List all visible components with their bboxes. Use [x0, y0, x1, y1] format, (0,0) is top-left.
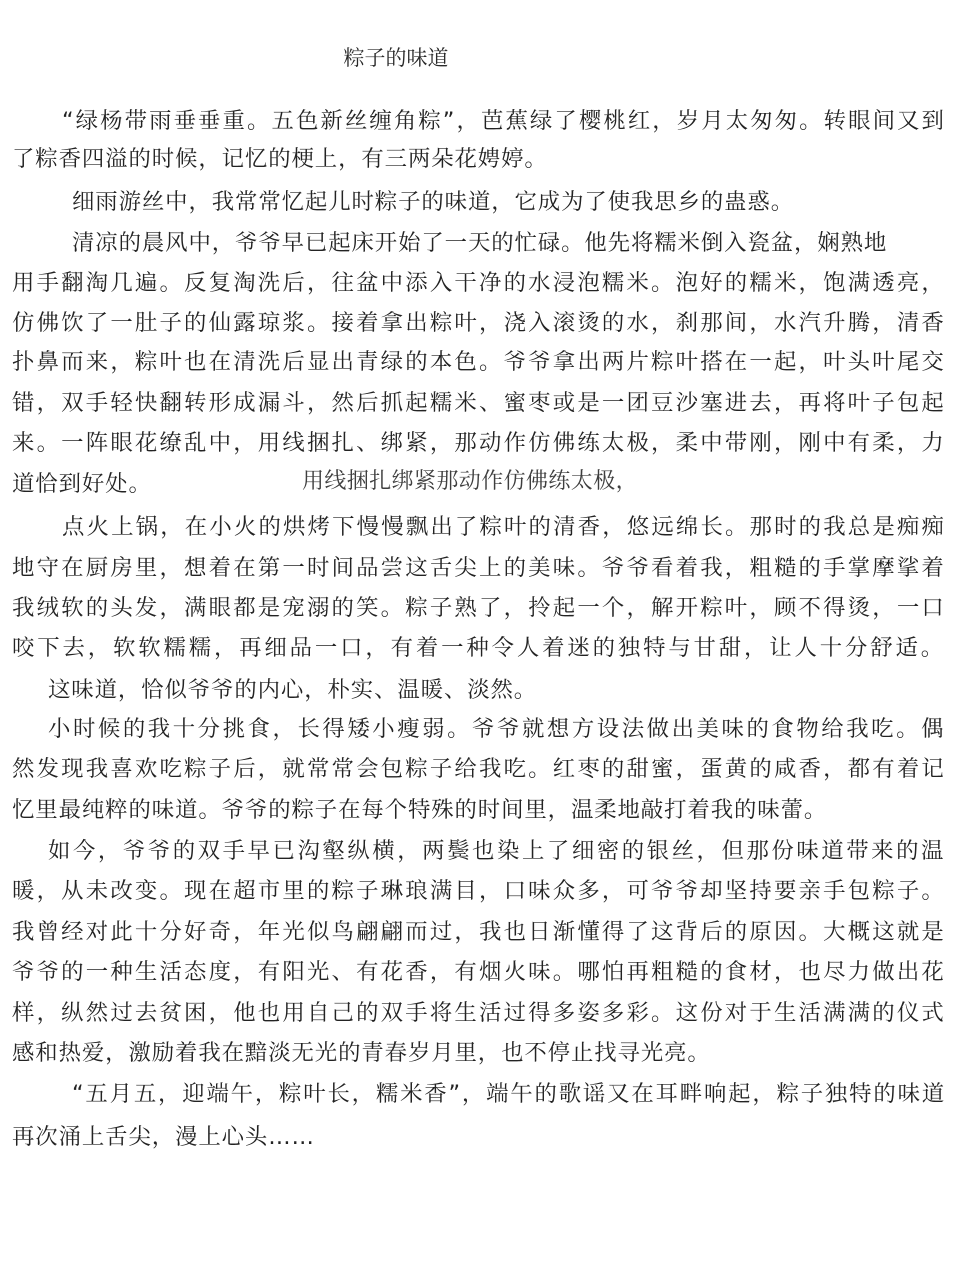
- text-line: 道恰到好处。: [12, 471, 152, 497]
- text-line: 点火上锅，在小火的烘烤下慢慢飘出了粽叶的清香，悠远绵长。那时的我总是痴痴: [62, 514, 946, 540]
- text-line: 样，纵然过去贫困，他也用自己的双手将生活过得多姿多彩。这份对于生活满满的仪式: [12, 1000, 946, 1026]
- text-line: 地守在厨房里，想着在第一时间品尝这舌尖上的美味。爷爷看着我，粗糙的手掌摩挲着: [12, 555, 946, 581]
- text-line: 细雨游丝中，我常常忆起儿时粽子的味道，它成为了使我思乡的蛊惑。: [72, 189, 795, 215]
- text-line: 了粽香四溢的时候，记忆的梗上，有三两朵花娉婷。: [12, 146, 548, 172]
- text-line: 错，双手轻快翻转形成漏斗，然后抓起糯米、蜜枣或是一团豆沙塞进去，再将叶子包起: [12, 390, 946, 416]
- text-line: 用手翻淘几遍。反复淘洗后，往盆中添入干净的水浸泡糯米。泡好的糯米，饱满透亮，: [12, 270, 946, 296]
- text-line: 然发现我喜欢吃粽子后，就常常会包粽子给我吃。红枣的甜蜜，蛋黄的咸香，都有着记: [12, 756, 946, 782]
- text-line: 这味道，恰似爷爷的内心，朴实、温暖、淡然。: [48, 677, 538, 703]
- text-line: 感和热爱，激励着我在黯淡无光的青春岁月里，也不停止找寻光亮。: [12, 1040, 711, 1066]
- text-line: 再次涌上舌尖，漫上心头……: [12, 1124, 315, 1150]
- text-line: 小时候的我十分挑食，长得矮小瘦弱。爷爷就想方设法做出美味的食物给我吃。偶: [48, 716, 946, 742]
- text-line: 我绒软的头发，满眼都是宠溺的笑。粽子熟了，拎起一个，解开粽叶，顾不得烫，一口: [12, 595, 946, 621]
- garbled-overlay-text: 用线捆扎绑紧那动作仿佛练太极，: [302, 469, 639, 494]
- text-line: “绿杨带雨垂垂重。五色新丝缠角粽”，芭蕉绿了樱桃红，岁月太匆匆。转眼间又到: [62, 108, 946, 134]
- text-line: 如今，爷爷的双手早已沟壑纵横，两鬓也染上了细密的银丝，但那份味道带来的温: [48, 838, 946, 864]
- text-line: 仿佛饮了一肚子的仙露琼浆。接着拿出粽叶，浇入滚烫的水，刹那间，水汽升腾，清香: [12, 310, 946, 336]
- text-line: 扑鼻而来，粽叶也在清洗后显出青绿的本色。爷爷拿出两片粽叶搭在一起，叶头叶尾交: [12, 349, 946, 375]
- document-title: 粽子的味道: [343, 46, 449, 70]
- text-line: “五月五，迎端午，粽叶长，糯米香”，端午的歌谣又在耳畔响起，粽子独特的味道: [72, 1081, 946, 1107]
- text-line: 爷爷的一种生活态度，有阳光、有花香，有烟火味。哪怕再粗糙的食材，也尽力做出花: [12, 959, 946, 985]
- text-line: 清凉的晨风中，爷爷早已起床开始了一天的忙碌。他先将糯米倒入瓷盆，娴熟地: [72, 230, 888, 256]
- text-line: 来。一阵眼花缭乱中，用线捆扎、绑紧，那动作仿佛练太极，柔中带刚，刚中有柔，力: [12, 430, 946, 456]
- text-line: 忆里最纯粹的味道。爷爷的粽子在每个特殊的时间里，温柔地敲打着我的味蕾。: [12, 797, 828, 823]
- text-line: 我曾经对此十分好奇，年光似鸟翩翩而过，我也日渐懂得了这背后的原因。大概这就是: [12, 919, 946, 945]
- text-line: 暖，从未改变。现在超市里的粽子琳琅满目，口味众多，可爷爷却坚持要亲手包粽子。: [12, 878, 946, 904]
- text-line: 咬下去，软软糯糯，再细品一口，有着一种令人着迷的独特与甘甜，让人十分舒适。: [12, 635, 946, 661]
